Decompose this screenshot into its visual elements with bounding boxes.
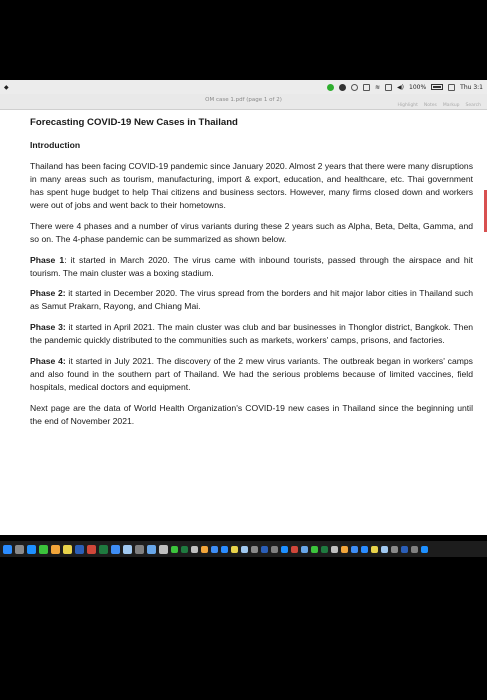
battery-percent: 100%: [409, 83, 427, 91]
dock-item-icon[interactable]: [181, 546, 188, 553]
flag-icon[interactable]: [448, 84, 455, 91]
chrome-icon[interactable]: [63, 545, 72, 554]
safari-icon[interactable]: [27, 545, 36, 554]
dock-item-icon[interactable]: [281, 546, 288, 553]
dock-item-icon[interactable]: [321, 546, 328, 553]
status-app-icon[interactable]: [327, 84, 334, 91]
trash-icon[interactable]: [159, 545, 168, 554]
apple-menu-icon[interactable]: ◆: [4, 83, 9, 91]
battery-icon[interactable]: [431, 84, 443, 90]
dock-item-icon[interactable]: [201, 546, 208, 553]
menu-bar: [0, 80, 487, 94]
dock-item-icon[interactable]: [231, 546, 238, 553]
paragraph-text: : it started in March 2020. The virus came with inbound tourists, passed through the airspace and hit tourism. The main cluster was a boxing stadium.: [30, 254, 473, 278]
highlight-tool[interactable]: Highlight: [397, 103, 418, 108]
settings-icon[interactable]: [135, 545, 144, 554]
dock-item-icon[interactable]: [421, 546, 428, 553]
time-machine-icon[interactable]: [351, 84, 358, 91]
markup-tool[interactable]: Markup: [442, 103, 460, 108]
dock-item-icon[interactable]: [381, 546, 388, 553]
dock: [0, 541, 487, 557]
paragraph-text: Next page are the data of World Health Organization's COVID-19 new cases in Thailand since the beginning until the end of November 2021.: [30, 402, 473, 426]
dock-item-icon[interactable]: [191, 546, 198, 553]
photos-icon[interactable]: [51, 545, 60, 554]
dock-item-icon[interactable]: [351, 546, 358, 553]
document-title: Forecasting COVID-19 New Cases in Thailand: [30, 117, 238, 128]
finder-icon[interactable]: [3, 545, 12, 554]
paragraph-text: it started in July 2021. The discovery of the 2 mew virus variants. The outbreak began in workers' camps and also found in the southern part of Thailand. We had the serious problems because of limited vaccines, field hospitals, medical doctors and equipment.: [30, 355, 473, 392]
paragraph: [30, 254, 473, 280]
bluetooth-icon[interactable]: [363, 84, 370, 91]
phase-label: Phase 2:: [30, 288, 66, 299]
paragraph-text: it started in December 2020. The virus spread from the borders and hit major labor cities in Thailand such as Samut Prakarn, Rayong, and Chiang Mai.: [30, 288, 473, 312]
toolbar: [398, 103, 481, 108]
paragraph-text: it started in April 2021. The main cluster was club and bar businesses in Thonglor district, Bangkok. Then the pandemic quickly distributed to the communities such as markets, workers' camps, prisons, and factories.: [30, 322, 473, 346]
window-title: OM case 1.pdf (page 1 of 2): [205, 97, 282, 103]
status-app-icon[interactable]: [339, 84, 346, 91]
excel-icon[interactable]: [99, 545, 108, 554]
dock-item-icon[interactable]: [211, 546, 218, 553]
paragraph-text: There were 4 phases and a number of virus variants during these 2 years such as Alpha, Beta, Delta, Gamma, and so on. The 4-phase pandemic can be summarized as shown below.: [30, 220, 473, 244]
document-page: [0, 110, 487, 535]
dock-item-icon[interactable]: [241, 546, 248, 553]
volume-icon[interactable]: ◀): [397, 83, 404, 91]
window-titlebar: [0, 94, 487, 110]
word-icon[interactable]: [75, 545, 84, 554]
dock-item-icon[interactable]: [341, 546, 348, 553]
dock-item-icon[interactable]: [301, 546, 308, 553]
dock-item-icon[interactable]: [261, 546, 268, 553]
dock-item-icon[interactable]: [271, 546, 278, 553]
dock-item-icon[interactable]: [391, 546, 398, 553]
powerpoint-icon[interactable]: [87, 545, 96, 554]
paragraph: [30, 321, 473, 347]
search-tool[interactable]: Search: [465, 103, 481, 108]
phase-label: Phase 3:: [30, 322, 66, 333]
notes-tool[interactable]: Notes: [423, 103, 437, 108]
airplay-icon[interactable]: [385, 84, 392, 91]
phase-label: Phase 4:: [30, 355, 66, 366]
paragraph-list: [30, 160, 473, 427]
folder-icon[interactable]: [147, 545, 156, 554]
phase-label: Phase 1: [30, 254, 65, 265]
wifi-icon[interactable]: ≋: [375, 83, 381, 91]
clock[interactable]: Thu 3:1: [460, 83, 483, 91]
paragraph: [30, 160, 473, 212]
app-store-icon[interactable]: [111, 545, 120, 554]
dock-item-icon[interactable]: [221, 546, 228, 553]
launchpad-icon[interactable]: [15, 545, 24, 554]
dock-item-icon[interactable]: [331, 546, 338, 553]
dock-item-icon[interactable]: [411, 546, 418, 553]
dock-item-icon[interactable]: [171, 546, 178, 553]
dock-item-icon[interactable]: [311, 546, 318, 553]
dock-item-icon[interactable]: [291, 546, 298, 553]
paragraph: [30, 402, 473, 428]
dock-item-icon[interactable]: [401, 546, 408, 553]
paragraph: [30, 220, 473, 246]
dock-item-icon[interactable]: [251, 546, 258, 553]
section-heading: Introduction: [30, 140, 81, 151]
paragraph: [30, 355, 473, 394]
messages-icon[interactable]: [39, 545, 48, 554]
status-area: [327, 84, 483, 91]
paragraph: [30, 287, 473, 313]
preview-icon[interactable]: [123, 545, 132, 554]
paragraph-text: Thailand has been facing COVID-19 pandemic since January 2020. Almost 2 years that there were many disruptions in many areas such as tourism, manufacturing, import & export, education, and healthcare, etc. Thai government has spent huge budget to help Thai citizens and business sectors. However, many firms closed down and workers were out of jobs and went back to their hometowns.: [30, 161, 473, 210]
dock-item-icon[interactable]: [371, 546, 378, 553]
dock-item-icon[interactable]: [361, 546, 368, 553]
